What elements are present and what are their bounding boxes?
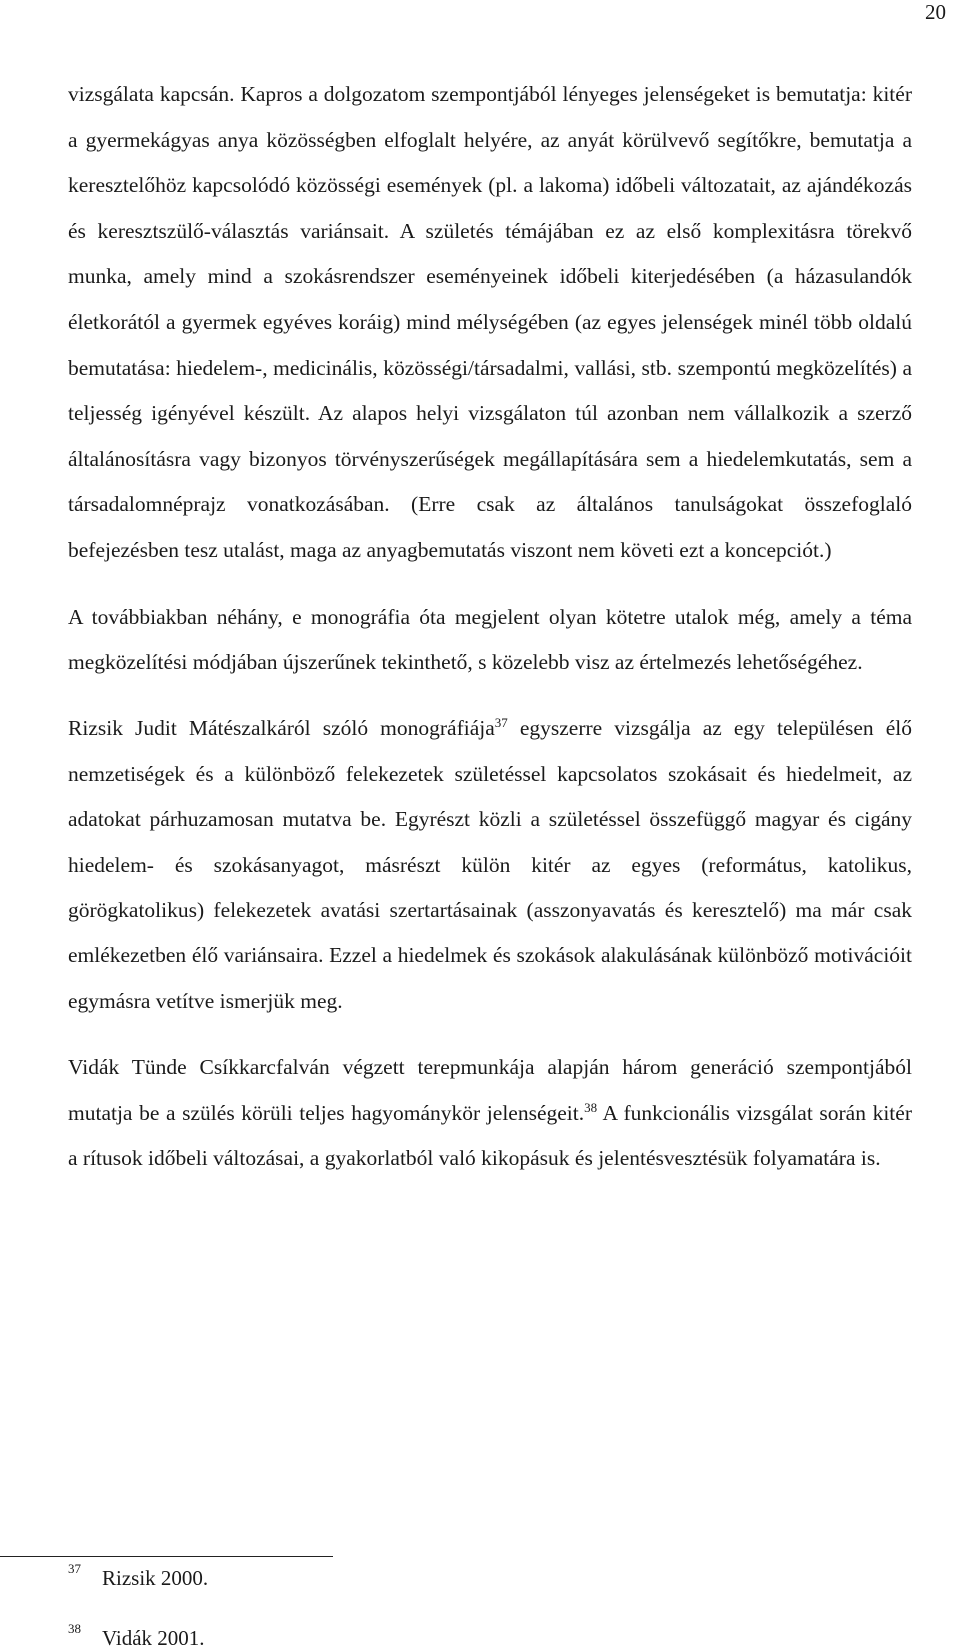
footnote-number: 38 [68, 1621, 81, 1636]
body-text [68, 72, 912, 1181]
footnote-number: 37 [68, 1561, 81, 1576]
paragraph: Rizsik Judit Mátészalkáról szóló monográfiája$^{37}$ egyszerre vizsgálja az egy településen élő nemzetiségek és a különböző felekezetek születéssel kapcsolatos szokásait és hiedelmeit, az adatokat párhuzamosan mutatva be. Egyrészt közli a születéssel összefüggő magyar és cigány hiedelem- és szokásanyagot, másrészt külön kitér az egyes (református, katolikus, görögkatolikus) felekezetek avatási szertartásainak (asszonyavatás és keresztelő) ma már csak emlékezetben élő variánsaira. Ezzel a hiedelmek és szokások alakulásának különböző motivációit egymásra vetítve ismerjük meg. [68, 715, 913, 1013]
paragraph: Vidák Tünde Csíkkarcfalván végzett terepmunkája alapján három generáció szempontjából mutatja be a szülés körüli teljes hagyománykör jelenségeit.$^{38}$ A funkcionális vizsgálat során kitér a rítusok időbeli változásai, a gyakorlatból való kikopásuk és jelentésvesztésük folyamatára is. [68, 1055, 912, 1170]
paragraph: vizsgálata kapcsán. Kapros a dolgozatom szempontjából lényeges jelenségeket is bemutatja: kitér a gyermekágyas anya közösségben elfoglalt helyére, az anyát körülvevő segítőkre, bemutatja a keresztelőhöz kapcsolódó közösségi események (pl. a lakoma) időbeli változatait, az ajándékozás és keresztszülő-választás variánsait. A születés témájában ez az első komplexitásra törekvő munka, amely mind a szokásrendszer eseményeinek időbeli kiterjedésében (a házasulandók életkorától a gyermek egyéves koráig) mind mélységében (az egyes jelenségek minél több oldalú bemutatása: hiedelem-, medicinális, közösségi/társadalmi, vallási, stb. szempontú megközelítés) a teljesség igényével készült. Az alapos helyi vizsgálaton túl azonban nem vállalkozik a szerző általánosításra vagy bizonyos törvényszerűségek megállapítására sem a hiedelemkutatás, sem a társadalomnéprajz vonatkozásában. (Erre csak az általános tanulságokat összefoglaló befejezésben tesz utalást, maga az anyagbemutatás viszont nem követi ezt a koncepciót.) [68, 82, 912, 562]
footnote-text: Rizsik 2000. [102, 1566, 209, 1590]
paragraph: A továbbiakban néhány, e monográfia óta megjelent olyan kötetre utalok még, amely a téma megközelítési módjában újszerűnek tekinthető, s közelebb visz az értelmezés lehetőségéhez. [68, 604, 912, 674]
page-number: 20 [925, 0, 946, 24]
footnote-separator [0, 1556, 333, 1557]
footnote-text: Vidák 2001. [102, 1626, 205, 1650]
footnote-reference[interactable]: 38 [584, 1099, 598, 1115]
footnote-reference[interactable]: 37 [494, 715, 508, 731]
